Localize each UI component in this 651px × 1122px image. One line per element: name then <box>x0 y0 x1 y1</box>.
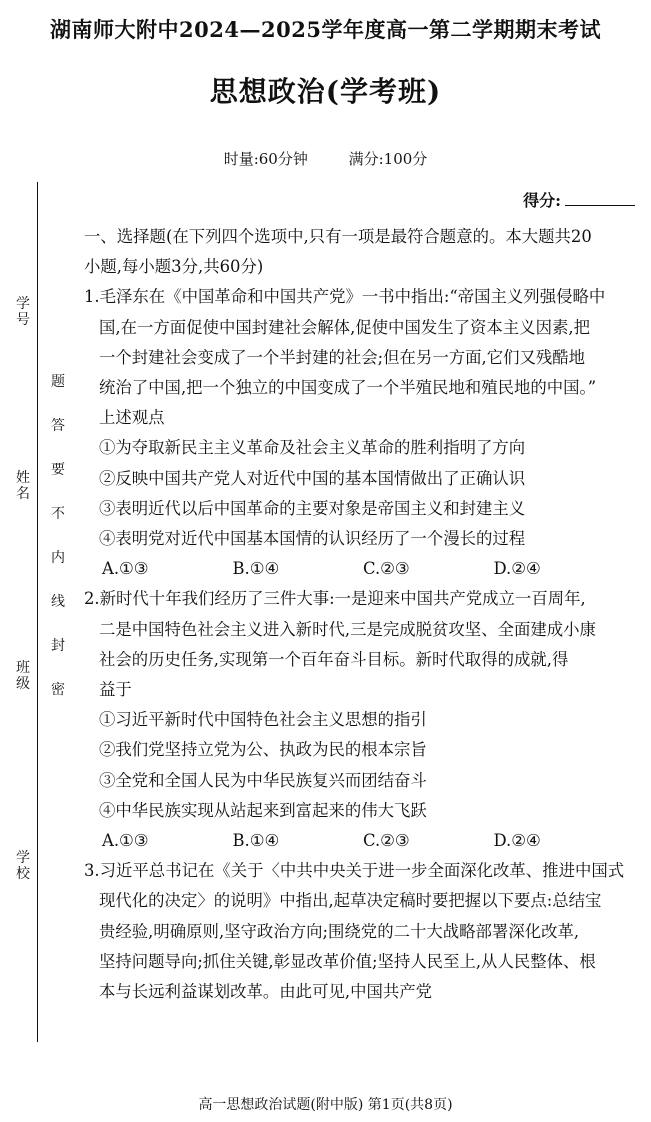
seal-char: 线 <box>51 594 65 610</box>
option-a[interactable]: A.①③ <box>102 831 149 851</box>
question-stem-line: 贵经验,明确原则,坚守政治方向;围绕党的二十大战略部署深化改革, <box>99 921 580 941</box>
question-stem-line: 社会的历史任务,实现第一个百年奋斗目标。新时代取得的成就,得 <box>99 649 569 669</box>
question-stem-line: 国,在一方面促使中国封建社会解体,促使中国发生了资本主义因素,把 <box>99 317 590 337</box>
school-title: 湖南师大附中2024—2025学年度高一第二学期期末考试 <box>50 17 601 42</box>
question-2 <box>84 584 640 856</box>
binding-field-label: 姓名 <box>16 470 30 502</box>
question-stem-line: 一个封建社会变成了一个半封建的社会;但在另一方面,它们又残酷地 <box>99 347 586 367</box>
statement: ①为夺取新民主主义革命及社会主义革命的胜利指明了方向 <box>99 438 526 458</box>
question-stem-line: 本与长远利益谋划改革。由此可见,中国共产党 <box>99 982 433 1002</box>
statement: ③表明近代以后中国革命的主要对象是帝国主义和封建主义 <box>99 498 526 518</box>
binding-field-student-number <box>14 296 32 328</box>
question-stem-line: 二是中国特色社会主义进入新时代,三是完成脱贫攻坚、全面建成小康 <box>99 619 596 639</box>
question-stem-line: 上述观点 <box>99 408 165 428</box>
question-stem-line: 现代化的决定〉的说明》中指出,起草决定稿时要把握以下要点:总结宝 <box>99 891 602 911</box>
question-3 <box>84 856 640 1007</box>
section-title-line: 小题,每小题3分,共60分) <box>84 257 264 277</box>
option-a[interactable]: A.①③ <box>102 559 149 579</box>
seal-line-notice <box>49 360 67 712</box>
binding-field-school <box>14 850 32 882</box>
exam-full-score: 满分:100分 <box>348 150 428 168</box>
question-stem-line: 统治了中国,把一个独立的中国变成了一个半殖民地和殖民地的中国。” <box>99 378 597 398</box>
seal-char: 不 <box>51 506 65 522</box>
statement: ②我们党坚持立党为公、执政为民的根本宗旨 <box>99 740 427 760</box>
binding-field-class <box>14 660 32 692</box>
option-c[interactable]: C.②③ <box>363 559 410 579</box>
answer-options <box>84 554 640 584</box>
statement: ④表明党对近代中国基本国情的认识经历了一个漫长的过程 <box>99 529 526 549</box>
seal-char: 题 <box>51 374 65 390</box>
seal-char: 答 <box>51 418 65 434</box>
statement: ④中华民族实现从站起来到富起来的伟大飞跃 <box>99 800 427 820</box>
option-c[interactable]: C.②③ <box>363 831 410 851</box>
binding-field-label: 学校 <box>16 850 30 882</box>
binding-field-label: 班级 <box>16 660 30 692</box>
question-stem-line: 3.习近平总书记在《关于〈中共中央关于进一步全面深化改革、推进中国式 <box>84 861 625 881</box>
page-footer: 高一思想政治试题(附中版) 第1页(共8页) <box>198 1097 453 1113</box>
option-b[interactable]: B.①④ <box>232 559 280 579</box>
seal-char: 封 <box>51 638 65 654</box>
score-field <box>523 188 635 211</box>
option-d[interactable]: D.②④ <box>493 559 541 579</box>
question-stem-line: 益于 <box>99 680 132 700</box>
statement: ②反映中国共产党人对近代中国的基本国情做出了正确认识 <box>99 468 526 488</box>
binding-field-label: 学号 <box>16 296 30 328</box>
question-1 <box>84 282 640 584</box>
seal-char: 要 <box>51 462 65 478</box>
exam-meta <box>0 148 651 169</box>
question-stem-line: 2.新时代十年我们经历了三件大事:一是迎来中国共产党成立一百周年, <box>84 589 586 609</box>
statement: ③全党和全国人民为中华民族复兴而团结奋斗 <box>99 770 427 790</box>
exam-time: 时量:60分钟 <box>223 150 308 168</box>
score-label: 得分: <box>523 191 561 210</box>
seal-char: 密 <box>51 682 65 698</box>
statement: ①习近平新时代中国特色社会主义思想的指引 <box>99 710 427 730</box>
binding-line <box>37 182 38 1042</box>
question-stem-line: 坚持问题导向;抓住关键,彰显改革价值;坚持人民至上,从人民整体、根 <box>99 951 596 971</box>
seal-char: 内 <box>51 550 65 566</box>
option-b[interactable]: B.①④ <box>232 831 280 851</box>
score-blank[interactable] <box>565 205 635 206</box>
question-stem-line: 1.毛泽东在《中国革命和中国共产党》一书中指出:“帝国主义列强侵略中 <box>84 287 606 307</box>
exam-content <box>84 222 640 1007</box>
answer-options <box>84 826 640 856</box>
section-title-line: 一、选择题(在下列四个选项中,只有一项是最符合题意的。本大题共20 <box>84 227 592 246</box>
binding-field-name <box>14 470 32 502</box>
subject-title: 思想政治(学考班) <box>209 75 442 108</box>
option-d[interactable]: D.②④ <box>493 831 541 851</box>
